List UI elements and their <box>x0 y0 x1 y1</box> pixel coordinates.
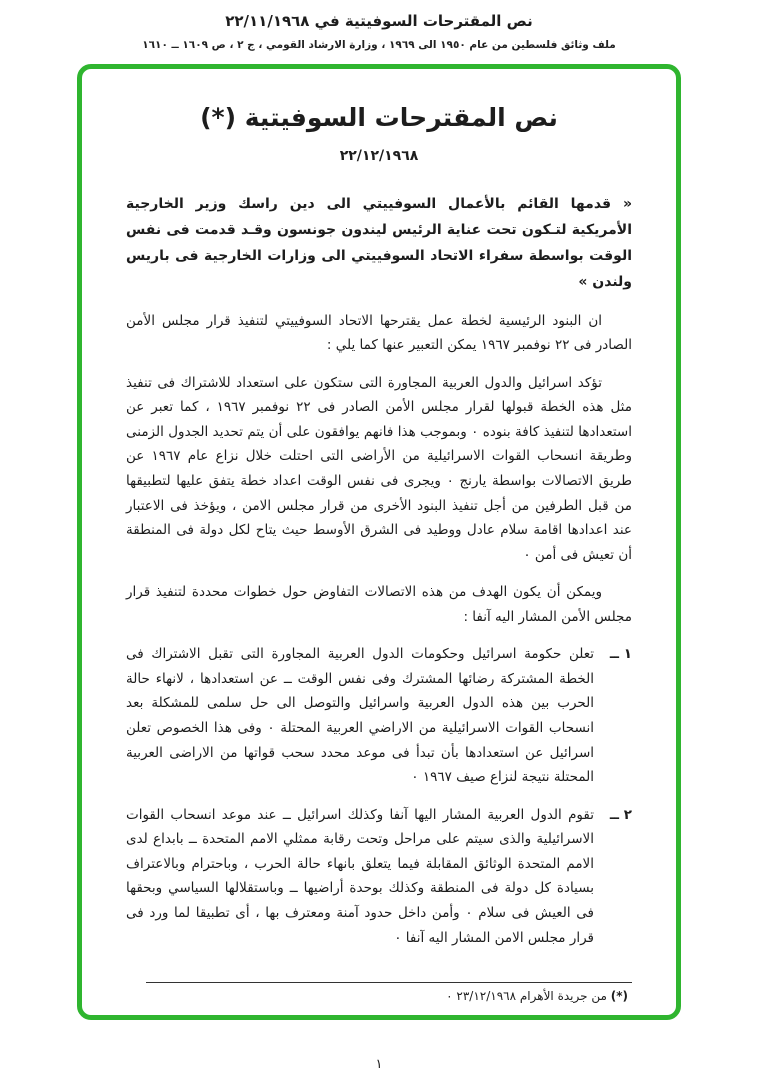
header-title: نص المقترحات السوفيتية في ٢٢/١١/١٩٦٨ <box>225 12 533 30</box>
page-number: ١ <box>375 1057 383 1072</box>
body-paragraph: تؤكد اسرائيل والدول العربية المجاورة التى ستكون على استعداد للاشتراك فى تنفيذ مثل هذه الخطة قبولها لقرار مجلس الأمن الصادر فى ٢٢ نوفمبر ١٩٦٧ ، كما تعبر عن استعدادها لتنفيذ كافة بنوده ٠ وبموجب هذا فانهم يوافقون على أن يتم تحديد الجدول الزمنى وطريقة انسحاب القوات الاسرائيلية من الأراضى التى احتلت خلال نزاع عام ١٩٦٧ عن طريق الاتصالات بواسطة يارنج ٠ ويجرى فى نفس الوقت اعداد خطة يتفق عليها لتطبيقها من قبل الطرفين من أجل تنفيذ البنود الأخرى من قرار مجلس الامن ، ويؤخذ فى الاعتبار عند اعدادها اقامة سلام عادل ووطيد فى الشرق الأوسط حيث يتاح لكل دولة فى المنطقة أن تعيش فى أمن ٠ <box>126 374 632 563</box>
body-paragraph: ويمكن أن يكون الهدف من هذه الاتصالات التفاوض حول خطوات محددة لتنفيذ قرار مجلس الأمن المشار اليه آنفا : <box>126 584 632 625</box>
item-text: تعلن حكومة اسرائيل وحكومات الدول العربية المجاورة التى تقبل الاشتراك فى الخطة المشتركة رضائها المشترك وفى نفس الوقت ــ عن استعدادها ، لانهاء حالة الحرب بين هذه الدول العربية واسرائيل والتوصل الى حل سلمى للمشكلة بعد انسحاب القوات الاسرائيلية من الاراضي العربية المحتلة ٠ وفى هذا الخصوص تعلن اسرائيل عن استعدادها بأن تبدأ فى موعد محدد سحب قواتها من الاراضى العربية المحتلة نتيجة لنزاع صيف ١٩٦٧ ٠ <box>126 646 594 786</box>
footnote <box>126 989 632 1003</box>
footnote-text: من جريدة الأهرام ٢٣/١٢/١٩٦٨ ٠ <box>446 989 607 1003</box>
footnote-marker: (*) <box>610 989 628 1003</box>
body-paragraph: ان البنود الرئيسية لخطة عمل يقترحها الاتحاد السوفييتي لتنفيذ قرار مجلس الأمن الصادر فى ٢٢ نوفمبر ١٩٦٧ يمكن التعبير عنها كما يلي : <box>126 312 632 354</box>
numbered-item-2 <box>126 803 632 950</box>
item-text: تقوم الدول العربية المشار اليها آنفا وكذلك اسرائيل ــ عند موعد انسحاب القوات الاسرائيلية والذى سيتم على مراحل وتحت رقابة ممثلي الامم المتحدة ــ بابداع لدى الامم المتحدة الوثائق المقابلة فيما يتعلق بانهاء حالة الحرب ، وباحترام وبالاعتراف بسيادة كل دولة فى المنطقة وكذلك بوحدة أراضيها ــ وباستقلالها السياسي وبحقها فى العيش فى سلام ٠ وأمن داخل حدود آمنة ومعترف بها ، أى تطبيقا لما ورد فى قرار مجلس الامن المشار اليه آنفا ٠ <box>126 806 594 946</box>
item-number: ٢ ــ <box>609 806 632 823</box>
document-title: نص المقترحات السوفيتية (*) <box>200 103 558 132</box>
footnote-divider <box>146 982 632 983</box>
header-source-citation: ملف وثائق فلسطين من عام ١٩٥٠ الى ١٩٦٩ ، وزارة الارشاد القومي ، ج ٢ ، ص ١٦٠٩ ــ ١٦١٠ <box>142 39 616 51</box>
item-number: ١ ــ <box>609 646 632 663</box>
scanned-document-frame <box>77 64 681 1020</box>
page-header <box>0 0 758 51</box>
footnote-area <box>126 982 632 1003</box>
document-date: ٢٢/١٢/١٩٦٨ <box>339 148 419 164</box>
numbered-item-1 <box>126 642 632 789</box>
intro-quote-paragraph: « قدمها القائم بالأعمال السوفييتي الى دين راسك وزير الخارجية الأمريكية لتـكون تحت عناية الرئيس ليندون جونسون وقـد قدمت فى نفس الوقت بواسطة سفراء الاتحاد السوفييتي الى وزارات الخارجية فى باريس ولندن » <box>126 196 632 290</box>
